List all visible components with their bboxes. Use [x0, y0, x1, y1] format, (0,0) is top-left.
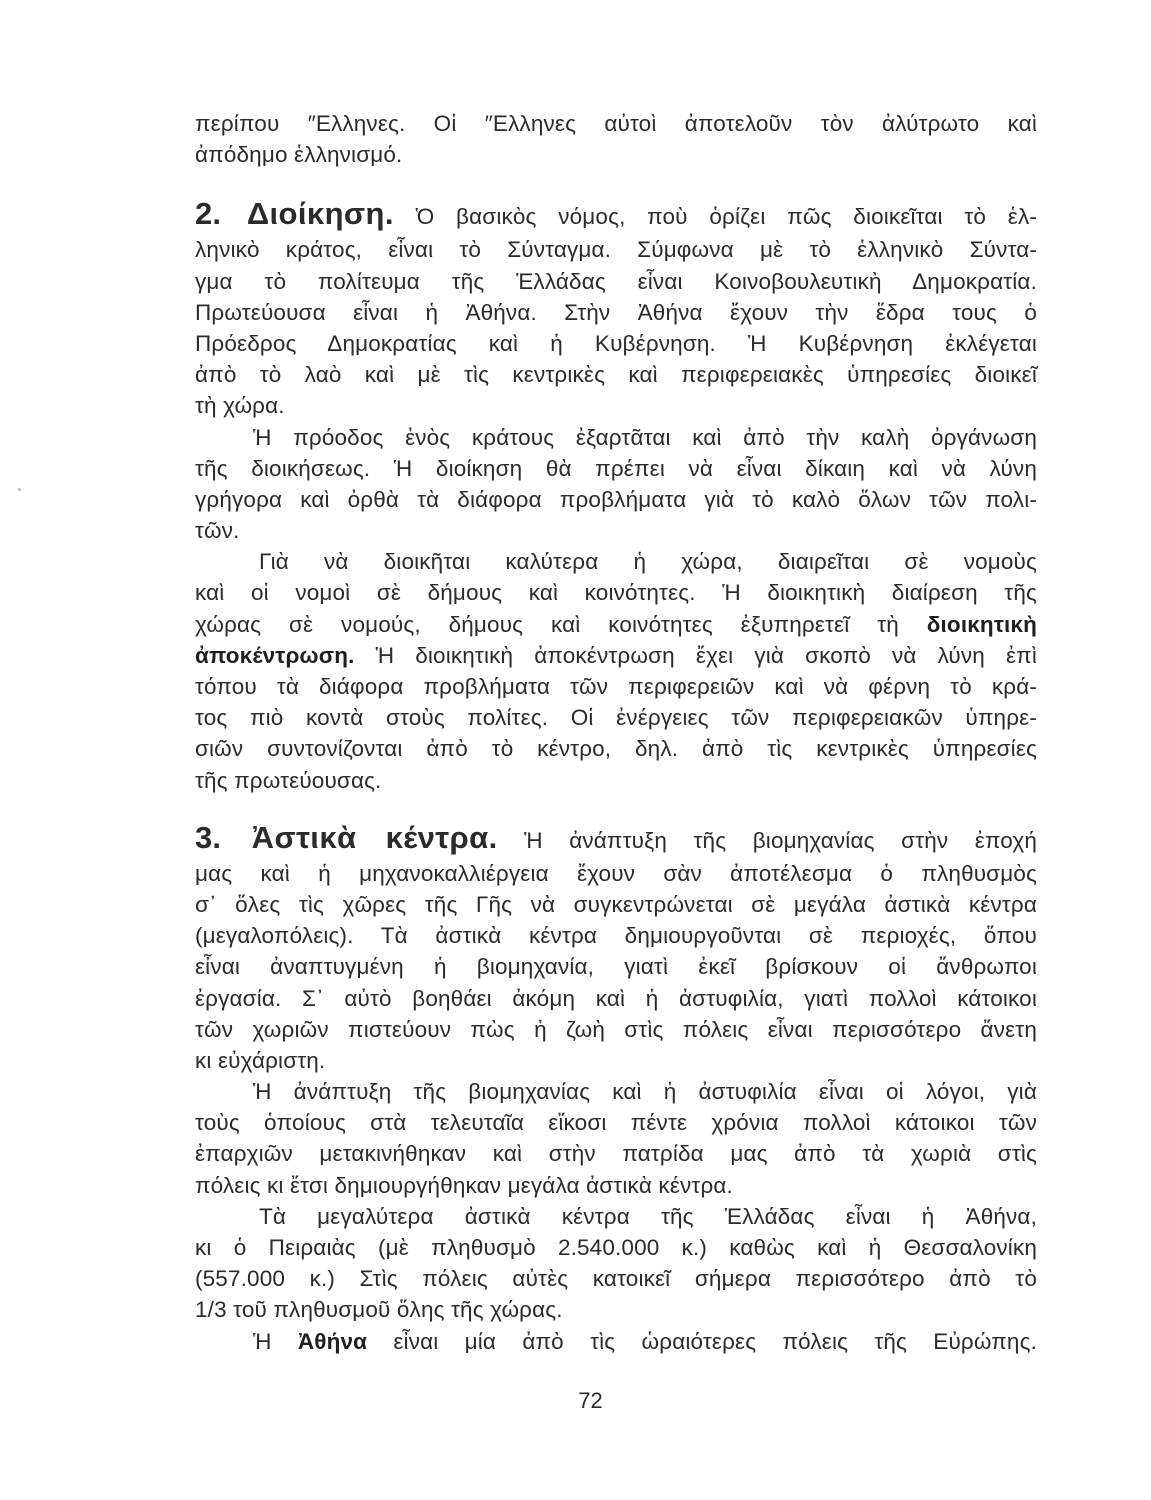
- paragraph-line: σ᾽ ὅλες τὶς χῶρες τῆς Γῆς νὰ συγκεντρώνεται σὲ μεγάλα ἀστικὰ κέντρα: [195, 891, 1037, 917]
- paragraph-line: μας καὶ ἡ μηχανοκαλλιέργεια ἔχουν σὰν ἀποτέλεσμα ὁ πληθυσμὸς: [195, 860, 1037, 886]
- section-3-number: 3.: [195, 819, 222, 855]
- bold-term: Ἀθήνα: [297, 1328, 368, 1354]
- section-3-title: Ἀστικὰ κέντρα.: [251, 819, 498, 855]
- paragraph-line: γρήγορα καὶ ὀρθὰ τὰ διάφορα προβλήματα γιὰ τὸ καλὸ ὅλων τῶν πολι-: [195, 486, 1037, 512]
- paragraph-line: εἶναι ἀναπτυγμένη ἡ βιομηχανία, γιατὶ ἐκεῖ βρίσκουν οἱ ἄνθρωποι: [195, 954, 1037, 980]
- paragraph-line: κι εὐχάριστη.: [195, 1047, 326, 1073]
- paragraph-line: τὴ χώρα.: [195, 393, 285, 419]
- section-2-first-line: [195, 194, 1037, 234]
- paragraph-line: καὶ οἱ νομοὶ σὲ δήμους καὶ κοινότητες. Ἡ διοικητικὴ διαίρεση τῆς: [195, 580, 1037, 606]
- paragraph-line: Πρωτεύουσα εἶναι ἡ Ἀθήνα. Στὴν Ἀθήνα ἔχουν τὴν ἕδρα τους ὁ: [195, 299, 1037, 325]
- intro-line-1: περίπου ″Ελληνες. Οἱ ″Ελληνες αὐτοὶ ἀποτελοῦν τὸν ἀλύτρωτο καὶ: [195, 111, 1037, 136]
- page-number-text: 72: [578, 1388, 603, 1413]
- paragraph-line: Πρόεδρος Δημοκρατίας καὶ ἡ Κυβέρνηση. Ἡ Κυβέρνηση ἐκλέγεται: [195, 330, 1037, 356]
- paragraph-line: [195, 1326, 1037, 1357]
- document-page: [195, 108, 1037, 1357]
- paragraph-line: τοὺς ὁποίους στὰ τελευταῖα εἴκοσι πέντε χρόνια πολλοὶ κάτοικοι τῶν: [195, 1110, 1037, 1136]
- paragraph-line: ἀπὸ τὸ λαὸ καὶ μὲ τὶς κεντρικὲς καὶ περιφερειακὲς ὑπηρεσίες διοικεῖ: [195, 362, 1037, 388]
- paragraph-line: Ἡ πρόοδος ἑνὸς κράτους ἐξαρτᾶται καὶ ἀπὸ τὴν καλὴ ὀργάνωση: [253, 424, 1037, 450]
- text-run: Ἡ: [253, 1328, 298, 1354]
- intro-line-2: ἀπόδημο ἑλληνισμό.: [195, 142, 403, 168]
- paragraph-line: τῶν χωριῶν πιστεύουν πὼς ἡ ζωὴ στὶς πόλεις εἶναι περισσότερο ἄνετη: [195, 1016, 1037, 1042]
- text-run: εἶναι μία ἀπὸ τὶς ὡραιότερες πόλεις τῆς Εὐρώπης.: [367, 1328, 1037, 1354]
- paragraph-line: σιῶν συντονίζονται ἀπὸ τὸ κέντρο, δηλ. ἀπὸ τὶς κεντρικὲς ὑπηρεσίες: [195, 736, 1037, 762]
- paragraph-line: 1/3 τοῦ πληθυσμοῦ ὅλης τῆς χώρας.: [195, 1297, 563, 1323]
- paragraph-line: Ἡ ἀνάπτυξη τῆς βιομηχανίας καὶ ἡ ἀστυφιλία εἶναι οἱ λόγοι, γιὰ: [253, 1079, 1037, 1105]
- bold-term: διοικητικὴ: [926, 611, 1037, 637]
- paragraph-line: γμα τὸ πολίτευμα τῆς Ἑλλάδας εἶναι Κοινοβουλευτικὴ Δημοκρατία.: [195, 268, 1037, 294]
- paragraph-line: Γιὰ νὰ διοικῆται καλύτερα ἡ χώρα, διαιρεῖται σὲ νομοὺς: [259, 549, 1037, 575]
- paragraph-line: τῆς διοικήσεως. Ἡ διοίκηση θὰ πρέπει νὰ εἶναι δίκαιη καὶ νὰ λύνη: [195, 455, 1037, 481]
- paragraph-line: ἐργασία. Σ᾽ αὐτὸ βοηθάει ἀκόμη καὶ ἡ ἀστυφιλία, γιατὶ πολλοὶ κάτοικοι: [195, 985, 1037, 1011]
- paragraph-line: πόλεις κι ἔτσι δημιουργήθηκαν μεγάλα ἀστικὰ κέντρα.: [195, 1172, 733, 1198]
- text-run: χώρας σὲ νομούς, δήμους καὶ κοινότητες ἐξυπηρετεῖ τὴ: [195, 611, 927, 637]
- scan-speck: [18, 488, 21, 491]
- section-2-number: 2.: [195, 196, 222, 232]
- section-2-text: Ὁ βασικὸς νόμος, ποὺ ὁρίζει πῶς διοικεῖται τὸ ἑλ-: [415, 204, 1037, 230]
- paragraph-line: τος πιὸ κοντὰ στοὺς πολίτες. Οἱ ἐνέργειες τῶν περιφερειακῶν ὑπηρε-: [195, 705, 1037, 731]
- section-3-first-line: [195, 818, 1037, 858]
- page-number: [0, 1388, 1151, 1414]
- paragraph-line: τῶν.: [195, 518, 240, 544]
- paragraph-line: Τὰ μεγαλύτερα ἀστικὰ κέντρα τῆς Ἑλλάδας εἶναι ἡ Ἀθήνα,: [259, 1203, 1037, 1229]
- paragraph-line: ληνικὸ κράτος, εἶναι τὸ Σύνταγμα. Σύμφωνα μὲ τὸ ἑλληνικὸ Σύντα-: [195, 237, 1037, 263]
- paragraph-line: τῆς πρωτεύουσας.: [195, 767, 382, 793]
- section-3-text: Ἡ ἀνάπτυξη τῆς βιομηχανίας στὴν ἐποχή: [524, 827, 1037, 853]
- section-2-title: Διοίκηση.: [246, 196, 394, 232]
- paragraph-line: τόπου τὰ διάφορα προβλήματα τῶν περιφερειῶν καὶ νὰ φέρνη τὸ κρά-: [195, 674, 1037, 699]
- paragraph-line: [195, 640, 1037, 671]
- paragraph-line: [195, 609, 1037, 640]
- paragraph-line: ἐπαρχιῶν μετακινήθηκαν καὶ στὴν πατρίδα μας ἀπὸ τὰ χωριὰ στὶς: [195, 1141, 1037, 1167]
- paragraph-line: κι ὁ Πειραιὰς (μὲ πληθυσμὸ 2.540.000 κ.) καθὼς καὶ ἡ Θεσσαλονίκη: [195, 1235, 1037, 1260]
- paragraph-line: (μεγαλοπόλεις). Τὰ ἀστικὰ κέντρα δημιουργοῦνται σὲ περιοχές, ὅπου: [195, 923, 1037, 949]
- paragraph-line: (557.000 κ.) Στὶς πόλεις αὐτὲς κατοικεῖ σήμερα περισσότερο ἀπὸ τὸ: [195, 1266, 1037, 1292]
- text-run: Ἡ διοικητικὴ ἀποκέντρωση ἔχει γιὰ σκοπὸ νὰ λύνη ἐπὶ: [354, 642, 1037, 668]
- bold-term: ἀποκέντρωση.: [195, 642, 355, 668]
